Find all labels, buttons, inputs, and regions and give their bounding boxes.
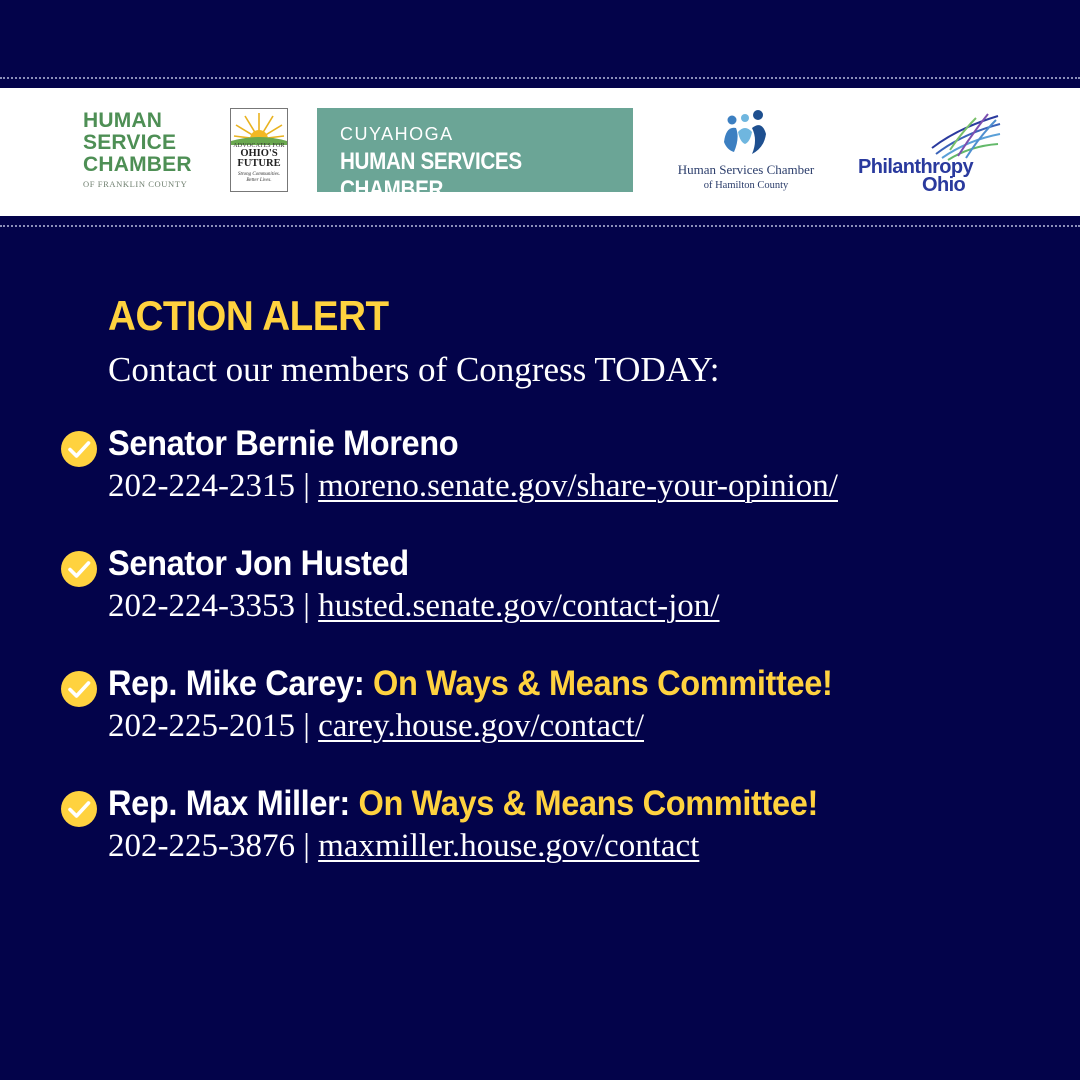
- contact-item: [60, 664, 1060, 764]
- franklin-logo-line3: CHAMBER: [83, 153, 192, 176]
- hamilton-logo-line2: of Hamilton County: [703, 180, 789, 191]
- franklin-county-chamber-logo: [83, 110, 203, 189]
- cuyahoga-logo-line1: CUYAHOGA: [340, 124, 454, 144]
- bottom-dotted-divider: [0, 225, 1080, 227]
- cuyahoga-logo-line2: HUMAN SERVICES CHAMBER: [340, 148, 522, 203]
- contact-details: [108, 708, 644, 745]
- contact-name-row: [108, 784, 818, 824]
- sunburst-icon: [231, 109, 287, 145]
- philanthropy-logo-line2: Ohio: [922, 174, 966, 196]
- contact-details: [108, 828, 699, 865]
- contact-link[interactable]: maxmiller.house.gov/contact: [318, 828, 700, 864]
- advocates-ohio-future-logo: [230, 108, 288, 192]
- people-figures-icon: [718, 108, 774, 160]
- cuyahoga-chamber-logo: [317, 108, 633, 203]
- contact-link[interactable]: carey.house.gov/contact/: [318, 708, 644, 744]
- contact-item: [60, 424, 1060, 524]
- contact-item: [60, 784, 1060, 884]
- contact-link[interactable]: husted.senate.gov/contact-jon/: [318, 588, 720, 624]
- contact-name-row: [108, 424, 458, 464]
- advocates-logo-small: ADVOCATES FOR: [233, 143, 285, 149]
- contact-name: Senator Jon Husted: [108, 544, 409, 583]
- check-circle-icon: [60, 550, 98, 588]
- advocates-logo-tagline: Strong Communities. Better Lives.: [237, 172, 281, 183]
- philanthropy-ohio-logo: [856, 110, 1006, 200]
- hamilton-logo-line1: Human Services Chamber: [677, 162, 815, 177]
- contact-separator: |: [294, 708, 319, 744]
- contact-separator: |: [294, 588, 319, 624]
- franklin-logo-line1: HUMAN: [83, 109, 163, 132]
- contact-phone: 202-225-2015: [108, 708, 295, 744]
- contact-details: [108, 468, 838, 505]
- contact-item: [60, 544, 1060, 644]
- contact-phone: 202-225-3876: [108, 828, 295, 864]
- contact-name: Rep. Mike Carey:: [108, 664, 365, 703]
- contact-name: Rep. Max Miller:: [108, 784, 350, 823]
- franklin-logo-sub: OF FRANKLIN COUNTY: [83, 179, 188, 189]
- partner-logo-band: [0, 88, 1080, 216]
- hamilton-county-chamber-logo: [660, 104, 832, 204]
- top-dotted-divider: [0, 77, 1080, 79]
- action-alert-subtitle: Contact our members of Congress TODAY:: [108, 350, 720, 389]
- contact-link[interactable]: moreno.senate.gov/share-your-opinion/: [318, 468, 838, 504]
- contact-separator: |: [294, 468, 319, 504]
- action-alert-title: ACTION ALERT: [108, 292, 389, 339]
- contact-details: [108, 588, 719, 625]
- globe-grid-icon: [928, 110, 1002, 162]
- contact-phone: 202-224-3353: [108, 588, 295, 624]
- contact-note: On Ways & Means Committee!: [349, 784, 818, 823]
- franklin-logo-line2: SERVICE: [83, 131, 177, 154]
- advocates-logo-title: OHIO'S FUTURE: [237, 148, 281, 169]
- contact-name: Senator Bernie Moreno: [108, 424, 459, 463]
- contact-name-row: [108, 544, 409, 584]
- contact-note: On Ways & Means Committee!: [364, 664, 833, 703]
- philanthropy-logo-line1: Philanthropy: [858, 156, 974, 178]
- check-circle-icon: [60, 790, 98, 828]
- check-circle-icon: [60, 430, 98, 468]
- contact-phone: 202-224-2315: [108, 468, 295, 504]
- contact-name-row: [108, 664, 832, 704]
- check-circle-icon: [60, 670, 98, 708]
- contact-separator: |: [294, 828, 319, 864]
